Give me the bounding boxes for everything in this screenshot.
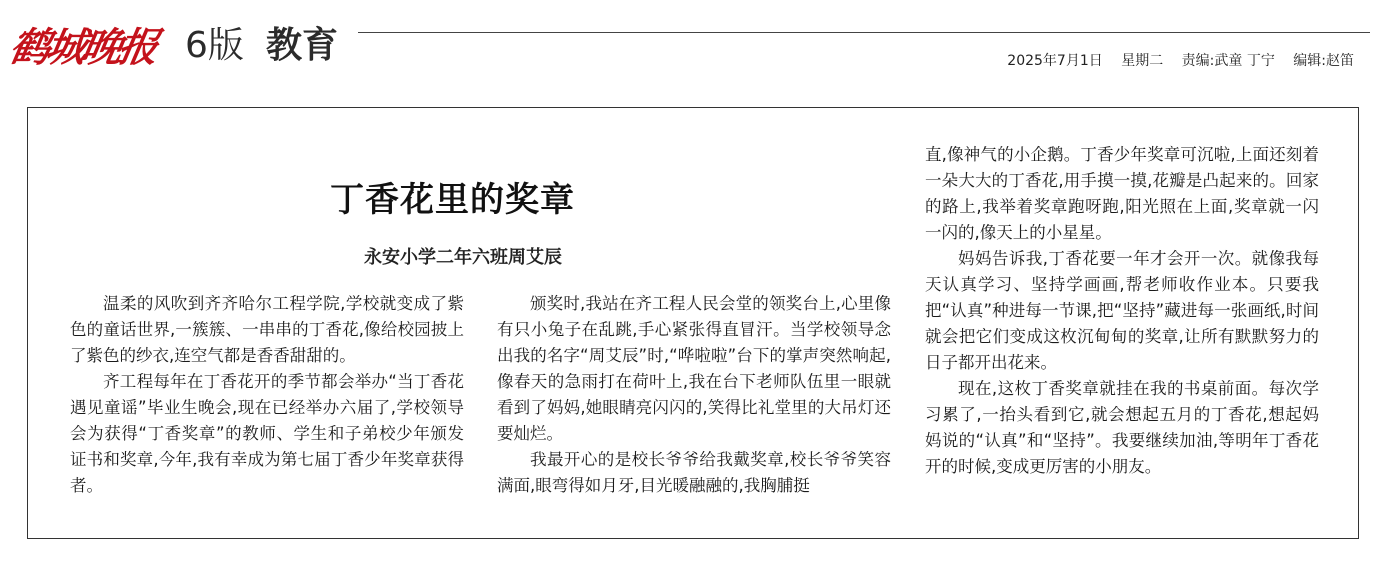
paragraph: 齐工程每年在丁香花开的季节都会举办“当丁香花遇见童谣”毕业生晚会,现在已经举办六届了,学校领导会为获得“丁香奖章”的教师、学生和子弟校少年颁发证书和奖章,今年,我有幸成为第七届丁香少年奖章获得者。 — [70, 372, 464, 495]
article-column-1 — [70, 291, 464, 499]
article-column-3 — [925, 142, 1319, 480]
paragraph: 我最开心的是校长爷爷给我戴奖章,校长爷爷笑容满面,眼弯得如月牙,目光暖融融的,我胸脯挺 — [497, 450, 891, 495]
article-title: 丁香花里的奖章 — [330, 180, 575, 220]
article-column-2 — [497, 291, 891, 499]
issue-date: 2025年7月1日 — [1007, 53, 1103, 69]
issue-weekday: 星期二 — [1121, 53, 1164, 69]
issue-meta — [1007, 50, 1354, 70]
editor-in-charge: 责编:武童 丁宁 — [1181, 53, 1275, 69]
paragraph: 妈妈告诉我,丁香花要一年才会开一次。就像我每天认真学习、坚持学画画,帮老师收作业本。只要我把“认真”种进每一节课,把“坚持”藏进每一张画纸,时间就会把它们变成这枚沉甸甸的奖章,让所有默默努力的日子都开出花来。 — [925, 249, 1319, 372]
masthead — [5, 22, 1370, 72]
paragraph: 颁奖时,我站在齐工程人民会堂的领奖台上,心里像有只小兔子在乱跳,手心紧张得直冒汗。当学校领导念出我的名字“周艾辰”时,“哗啦啦”台下的掌声突然响起,像春天的急雨打在荷叶上,我在台下老师队伍里一眼就看到了妈妈,她眼睛亮闪闪的,笑得比礼堂里的大吊灯还要灿烂。 — [497, 294, 891, 443]
header-rule — [358, 32, 1370, 33]
newspaper-logo: 鹤城晚报 — [5, 24, 159, 71]
paragraph: 温柔的风吹到齐齐哈尔工程学院,学校就变成了紫色的童话世界,一簇簇、一串串的丁香花,像给校园披上了紫色的纱衣,连空气都是香香甜甜的。 — [70, 294, 464, 365]
paragraph: 现在,这枚丁香奖章就挂在我的书桌前面。每次学习累了,一抬头看到它,就会想起五月的丁香花,想起妈妈说的“认真”和“坚持”。我要继续加油,等明年丁香花开的时候,变成更厉害的小朋友。 — [925, 379, 1319, 476]
article-byline: 永安小学二年六班周艾辰 — [364, 247, 562, 268]
editor: 编辑:赵笛 — [1293, 53, 1354, 69]
edition-number: 6版 — [185, 25, 244, 66]
section-name: 教育 — [266, 25, 339, 66]
paragraph-continuation: 直,像神气的小企鹅。丁香少年奖章可沉啦,上面还刻着一朵大大的丁香花,用手摸一摸,花瓣是凸起来的。回家的路上,我举着奖章跑呀跑,阳光照在上面,奖章就一闪一闪的,像天上的小星星。 — [925, 145, 1319, 242]
